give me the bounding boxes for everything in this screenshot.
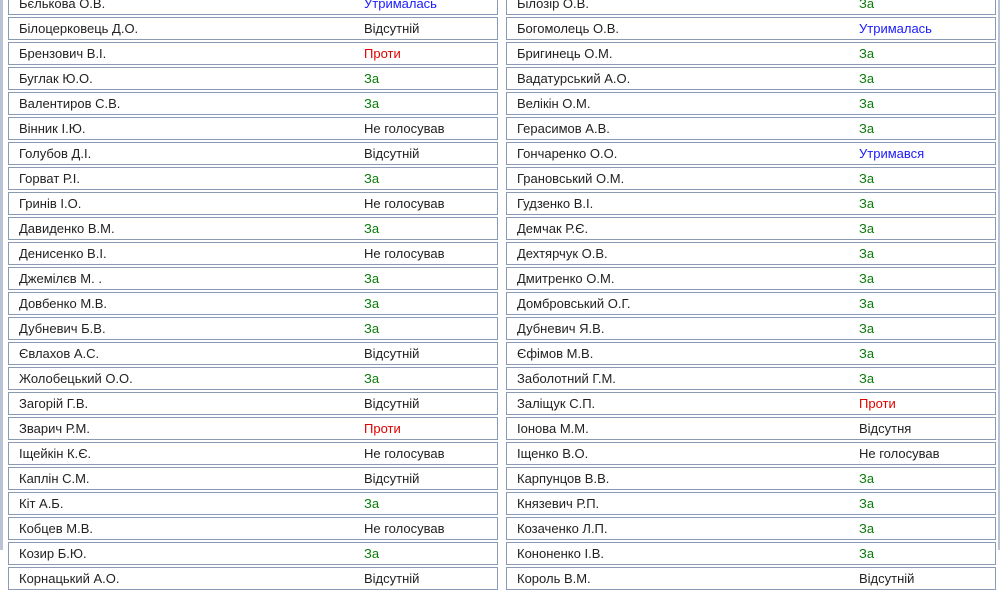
vote-list-right xyxy=(506,0,996,592)
table-row xyxy=(8,567,498,590)
deputy-name: Кононенко І.В. xyxy=(517,546,604,561)
deputy-name: Білозір О.В. xyxy=(517,0,589,11)
deputy-name: Горват Р.І. xyxy=(19,171,80,186)
vote-result: За xyxy=(859,96,875,111)
table-row xyxy=(506,17,996,40)
deputy-name: Козир Б.Ю. xyxy=(19,546,87,561)
table-row xyxy=(8,417,498,440)
table-row xyxy=(506,367,996,390)
table-row xyxy=(8,317,498,340)
table-row xyxy=(8,192,498,215)
vote-result: Відсутній xyxy=(364,21,420,36)
vote-result: Проти xyxy=(364,46,401,61)
vote-result: За xyxy=(859,546,875,561)
vote-result: Не голосував xyxy=(364,521,445,536)
vote-result: За xyxy=(859,321,875,336)
table-row xyxy=(506,392,996,415)
vote-result: За xyxy=(859,196,875,211)
vote-result: За xyxy=(859,171,875,186)
deputy-name: Заболотний Г.М. xyxy=(517,371,616,386)
vote-result: Відсутній xyxy=(364,471,420,486)
table-row xyxy=(506,417,996,440)
table-row xyxy=(8,117,498,140)
deputy-name: Буглак Ю.О. xyxy=(19,71,93,86)
deputy-name: Герасимов А.В. xyxy=(517,121,610,136)
vote-result: За xyxy=(364,271,380,286)
table-row xyxy=(506,192,996,215)
deputy-name: Каплін С.М. xyxy=(19,471,90,486)
deputy-name: Вадатурський А.О. xyxy=(517,71,631,86)
deputy-name: Велікін О.М. xyxy=(517,96,591,111)
vote-list-left xyxy=(8,0,498,592)
table-row xyxy=(506,42,996,65)
table-row xyxy=(506,292,996,315)
vote-result: За xyxy=(364,221,380,236)
vote-result: За xyxy=(859,246,875,261)
deputy-name: Козаченко Л.П. xyxy=(517,521,608,536)
table-row xyxy=(8,367,498,390)
table-row xyxy=(8,217,498,240)
table-row xyxy=(506,167,996,190)
deputy-name: Дмитренко О.М. xyxy=(517,271,615,286)
deputy-name: Вінник І.Ю. xyxy=(19,121,86,136)
vote-result: Відсутній xyxy=(859,571,915,586)
table-row xyxy=(506,492,996,515)
deputy-name: Бригинець О.М. xyxy=(517,46,613,61)
vote-result: Утримався xyxy=(859,146,925,161)
deputy-name: Дубневич Я.В. xyxy=(517,321,605,336)
table-row xyxy=(8,292,498,315)
deputy-name: Карпунцов В.В. xyxy=(517,471,610,486)
deputy-name: Зварич Р.М. xyxy=(19,421,90,436)
table-row xyxy=(506,542,996,565)
vote-result: За xyxy=(859,0,875,11)
table-row xyxy=(8,467,498,490)
vote-result: Не голосував xyxy=(364,246,445,261)
table-row xyxy=(8,142,498,165)
deputy-name: Кобцев М.В. xyxy=(19,521,94,536)
vote-result: За xyxy=(364,71,380,86)
deputy-name: Домбровський О.Г. xyxy=(517,296,631,311)
vote-result: Не голосував xyxy=(364,121,445,136)
vote-result: За xyxy=(859,521,875,536)
table-row xyxy=(506,92,996,115)
vote-result: Утрималась xyxy=(859,21,932,36)
vote-result: За xyxy=(859,71,875,86)
deputy-name: Заліщук С.П. xyxy=(517,396,596,411)
deputy-name: Давиденко В.М. xyxy=(19,221,115,236)
deputy-name: Богомолець О.В. xyxy=(517,21,619,36)
deputy-name: Корнацький А.О. xyxy=(19,571,120,586)
vote-result: Відсутній xyxy=(364,571,420,586)
table-row xyxy=(506,267,996,290)
table-row xyxy=(506,0,996,15)
table-row xyxy=(8,492,498,515)
vote-result: Не голосував xyxy=(859,446,940,461)
vote-result: За xyxy=(859,346,875,361)
table-row xyxy=(506,342,996,365)
deputy-name: Єфімов М.В. xyxy=(517,346,594,361)
vote-result: Проти xyxy=(364,421,401,436)
table-row xyxy=(8,42,498,65)
vote-result: За xyxy=(364,171,380,186)
table-row xyxy=(8,392,498,415)
vote-result: Відсутній xyxy=(364,396,420,411)
deputy-name: Князевич Р.П. xyxy=(517,496,600,511)
vote-result: Не голосував xyxy=(364,196,445,211)
vote-result: За xyxy=(364,496,380,511)
table-row xyxy=(8,342,498,365)
deputy-name: Денисенко В.І. xyxy=(19,246,107,261)
deputy-name: Кіт А.Б. xyxy=(19,496,64,511)
vote-result: Відсутній xyxy=(364,146,420,161)
deputy-name: Брензович В.І. xyxy=(19,46,107,61)
table-row xyxy=(8,0,498,15)
deputy-name: Король В.М. xyxy=(517,571,591,586)
table-row xyxy=(8,267,498,290)
vote-result: За xyxy=(364,321,380,336)
deputy-name: Довбенко М.В. xyxy=(19,296,108,311)
table-row xyxy=(506,117,996,140)
deputy-name: Білоцерковець Д.О. xyxy=(19,21,139,36)
table-row xyxy=(506,217,996,240)
deputy-name: Валентиров С.В. xyxy=(19,96,121,111)
table-row xyxy=(506,442,996,465)
vote-result: За xyxy=(364,96,380,111)
vote-result: За xyxy=(364,296,380,311)
vote-result: За xyxy=(859,271,875,286)
vote-result: Відсутній xyxy=(364,346,420,361)
table-row xyxy=(8,167,498,190)
table-row xyxy=(8,17,498,40)
table-row xyxy=(506,317,996,340)
vote-result: За xyxy=(859,471,875,486)
deputy-name: Іщенко В.О. xyxy=(517,446,589,461)
vote-result: Утрималась xyxy=(364,0,437,11)
deputy-name: Демчак Р.Є. xyxy=(517,221,589,236)
deputy-name: Загорій Г.В. xyxy=(19,396,89,411)
table-row xyxy=(506,467,996,490)
table-row xyxy=(8,542,498,565)
deputy-name: Голубов Д.І. xyxy=(19,146,92,161)
table-row xyxy=(8,242,498,265)
vote-result: За xyxy=(859,296,875,311)
table-row xyxy=(8,442,498,465)
table-row xyxy=(8,92,498,115)
vote-result: За xyxy=(859,46,875,61)
vote-result: За xyxy=(364,546,380,561)
deputy-name: Жолобецький О.О. xyxy=(19,371,133,386)
vote-result: За xyxy=(859,221,875,236)
table-row xyxy=(8,67,498,90)
deputy-name: Джемілєв М. . xyxy=(19,271,102,286)
vote-result: Не голосував xyxy=(364,446,445,461)
vote-result: За xyxy=(364,371,380,386)
deputy-name: Бєлькова О.В. xyxy=(19,0,106,11)
table-row xyxy=(506,142,996,165)
table-row xyxy=(8,517,498,540)
table-row xyxy=(506,567,996,590)
table-row xyxy=(506,517,996,540)
table-row xyxy=(506,242,996,265)
vote-result: За xyxy=(859,496,875,511)
deputy-name: Гончаренко О.О. xyxy=(517,146,618,161)
deputy-name: Гринів І.О. xyxy=(19,196,82,211)
vote-result: Відсутня xyxy=(859,421,912,436)
vote-result: Проти xyxy=(859,396,896,411)
vote-result: За xyxy=(859,121,875,136)
deputy-name: Іщейкін К.Є. xyxy=(19,446,92,461)
deputy-name: Дубневич Б.В. xyxy=(19,321,106,336)
table-row xyxy=(506,67,996,90)
deputy-name: Дехтярчук О.В. xyxy=(517,246,608,261)
vote-result: За xyxy=(859,371,875,386)
left-page-edge xyxy=(0,0,3,550)
deputy-name: Євлахов А.С. xyxy=(19,346,100,361)
deputy-name: Гудзенко В.І. xyxy=(517,196,594,211)
deputy-name: Іонова М.М. xyxy=(517,421,589,436)
deputy-name: Грановський О.М. xyxy=(517,171,625,186)
